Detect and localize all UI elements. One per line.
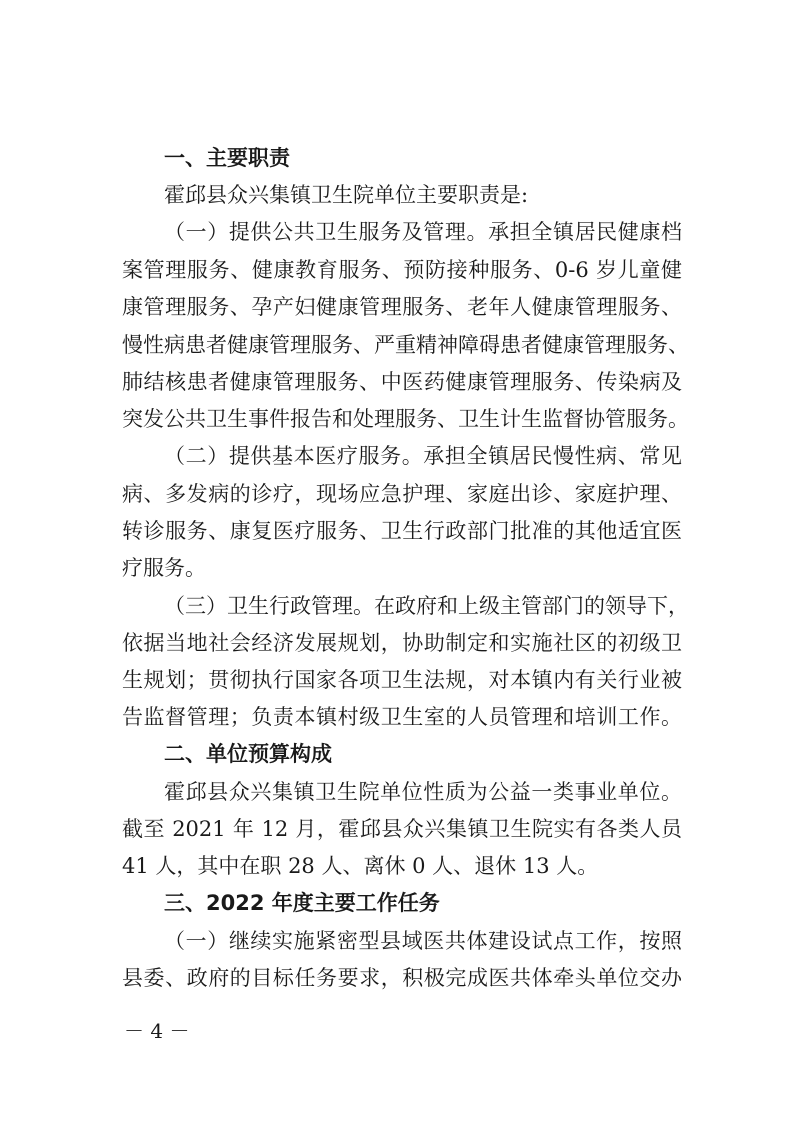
paragraph-line: 案管理服务、健康教育服务、预防接种服务、0-6 岁儿童健 bbox=[122, 258, 682, 282]
section-heading-tasks: 三、2022 年度主要工作任务 bbox=[164, 891, 440, 915]
paragraph-line: 截至 2021 年 12 月，霍邱县众兴集镇卫生院实有各类人员 bbox=[122, 817, 682, 841]
paragraph-line: 生规划；贯彻执行国家各项卫生法规，对本镇内有关行业被 bbox=[122, 668, 682, 692]
paragraph-line: 突发公共卫生事件报告和处理服务、卫生计生监督协管服务。 bbox=[122, 407, 689, 431]
paragraph-line: 县委、政府的目标任务要求，积极完成医共体牵头单位交办 bbox=[122, 966, 682, 990]
paragraph-line: 41 人，其中在职 28 人、离休 0 人、退休 13 人。 bbox=[122, 854, 599, 878]
paragraph-line: 告监督管理；负责本镇村级卫生室的人员管理和培训工作。 bbox=[122, 705, 682, 729]
page-number: － 4 － bbox=[124, 1019, 190, 1043]
paragraph-line: 康管理服务、孕产妇健康管理服务、老年人健康管理服务、 bbox=[122, 295, 682, 319]
paragraph-line: （一）提供公共卫生服务及管理。承担全镇居民健康档 bbox=[164, 220, 682, 244]
paragraph-line: 病、多发病的诊疗，现场应急护理、家庭出诊、家庭护理、 bbox=[122, 482, 682, 506]
paragraph-line: （三）卫生行政管理。在政府和上级主管部门的领导下， bbox=[164, 594, 689, 618]
paragraph-line: （二）提供基本医疗服务。承担全镇居民慢性病、常见 bbox=[164, 444, 682, 468]
paragraph-line: 转诊服务、康复医疗服务、卫生行政部门批准的其他适宜医 bbox=[122, 519, 682, 543]
paragraph-line: （一）继续实施紧密型县域医共体建设试点工作，按照 bbox=[164, 929, 682, 953]
paragraph-line: 疗服务。 bbox=[122, 556, 206, 580]
paragraph-line: 霍邱县众兴集镇卫生院单位性质为公益一类事业单位。 bbox=[164, 780, 682, 804]
paragraph-line: 依据当地社会经济发展规划，协助制定和实施社区的初级卫 bbox=[122, 631, 682, 655]
section-heading-budget: 二、单位预算构成 bbox=[164, 742, 332, 766]
section-intro: 霍邱县众兴集镇卫生院单位主要职责是: bbox=[164, 183, 529, 207]
paragraph-line: 慢性病患者健康管理服务、严重精神障碍患者健康管理服务、 bbox=[122, 333, 689, 357]
paragraph-line: 肺结核患者健康管理服务、中医药健康管理服务、传染病及 bbox=[122, 370, 682, 394]
section-heading-main-duties: 一、主要职责 bbox=[164, 146, 290, 170]
